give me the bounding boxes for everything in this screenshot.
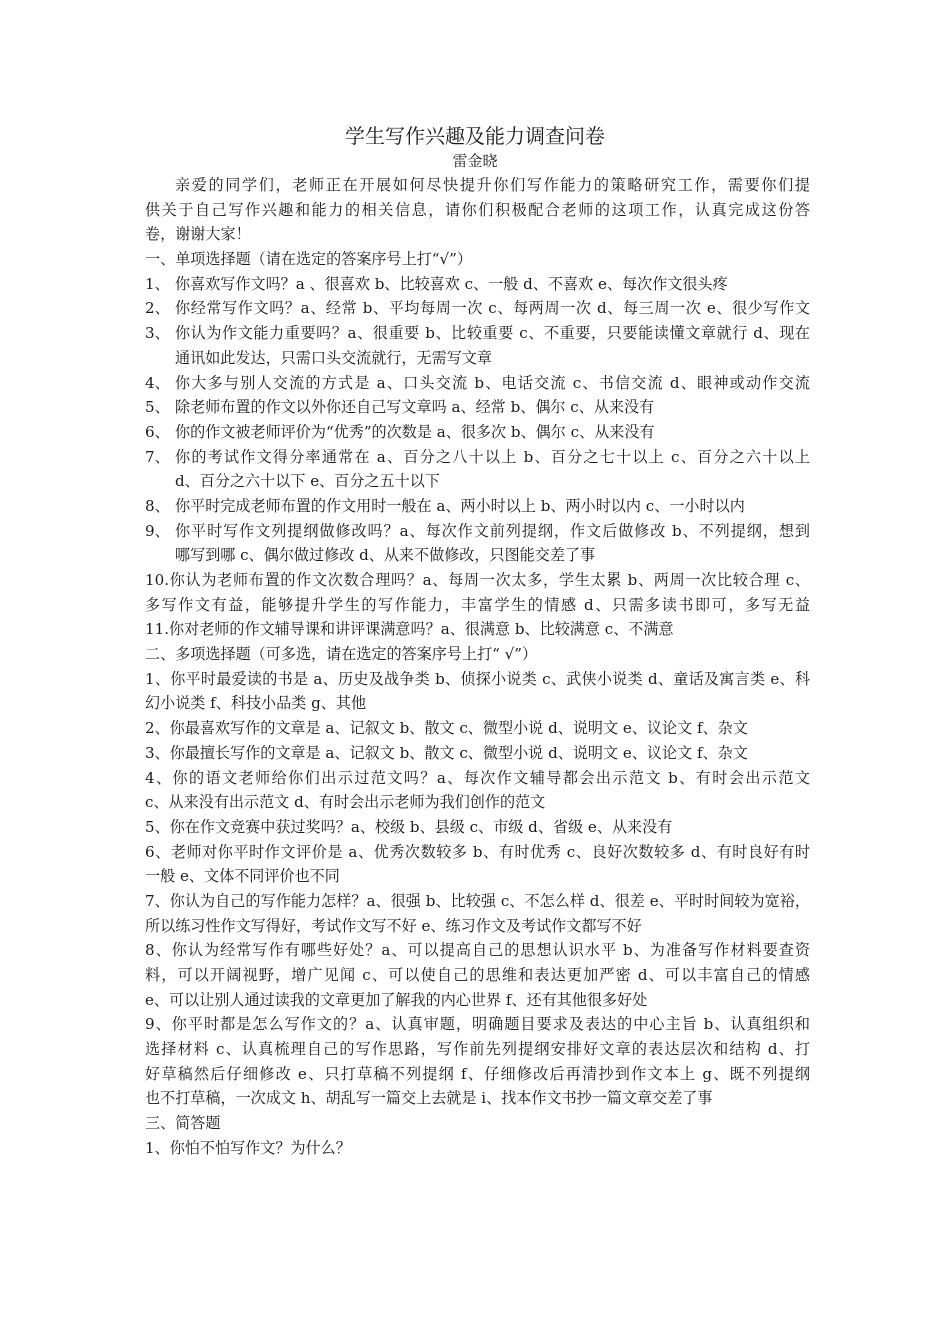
question-line: 10.你认为老师布置的作文次数合理吗？a、每周一次太多，学生太累 b、两周一次比较合理 c、: [145, 571, 810, 589]
question-text: 你喜欢写作文吗？a 、很喜欢 b、比较喜欢 c、一般 d、不喜欢 e、每次作文很头疼: [175, 274, 728, 293]
intro-line: 卷，谢谢大家！: [145, 225, 251, 244]
intro-line: 亲爱的同学们，老师正在开展如何尽快提升你们写作能力的策略研究工作，需要你们提: [175, 176, 810, 194]
question-text: 你认为作文能力重要吗？a、很重要 b、比较重要 c、不重要，只要能读懂文章就行 d、现在: [175, 324, 810, 343]
question-text: 你大多与别人交流的方式是 a、口头交流 b、电话交流 c、书信交流 d、眼神或动作交流: [175, 373, 810, 392]
question-text: 你的作文被老师评价为“优秀”的次数是 a、很多次 b、偶尔 c、从来没有: [175, 422, 655, 441]
question-number: 6、: [145, 422, 170, 441]
question-line: 5、你在作文竞赛中获过奖吗？a、校级 b、县级 c、市级 d、省级 e、从来没有: [145, 817, 673, 836]
document-title: 学生写作兴趣及能力调查问卷: [345, 124, 605, 148]
question-line: 8、你认为经常写作有哪些好处？a、可以提高自己的思想认识水平 b、为准备写作材料要查资: [145, 941, 810, 960]
question-item: [145, 494, 810, 519]
question-item: [145, 445, 810, 470]
author-name: 雷金晓: [452, 152, 498, 170]
question-line: 4、你的语文老师给你们出示过范文吗？a、每次作文辅导都会出示范文 b、有时会出示范文: [145, 768, 810, 787]
question-line: c、从来没有出示范文 d、有时会出示老师为我们创作的范文: [145, 793, 546, 812]
question-text: 你平时完成老师布置的作文用时一般在 a、两小时以上 b、两小时以内 c、一小时以内: [175, 496, 745, 515]
question-line: 6、老师对你平时作文评价是 a、优秀次数较多 b、有时优秀 c、良好次数较多 d、有时良好有时: [145, 842, 810, 861]
question-line: 11.你对老师的作文辅导课和讲评课满意吗？a、很满意 b、比较满意 c、不满意: [145, 620, 674, 639]
question-number: 2、: [145, 299, 170, 318]
question-line: 1、你怕不怕写作文？为什么？: [145, 1138, 351, 1157]
question-line: 2、你最喜欢写作的文章是 a、记叙文 b、散文 c、微型小说 d、说明文 e、议论文 f、杂文: [145, 719, 748, 738]
question-number: 8、: [145, 496, 170, 515]
question-text: 你平时写作文列提纲做修改吗？a、每次作文前列提纲，作文后做修改 b、不列提纲，想到: [175, 521, 810, 540]
question-item: [145, 272, 810, 297]
question-text: 你经常写作文吗？a、经常 b、平均每周一次 c、每两周一次 d、每三周一次 e、很少写作文: [175, 299, 810, 318]
question-number: 3、: [145, 324, 170, 343]
question-line: 所以练习性作文写得好，考试作文写不好 e、练习作文及考试作文都写不好: [145, 916, 642, 935]
question-line: 7、你认为自己的写作能力怎样？a、很强 b、比较强 c、不怎么样 d、很差 e、平时时间较为宽裕，: [145, 891, 810, 910]
section-heading-single-choice: 一、单项选择题（请在选定的答案序号上打“√”）: [145, 250, 472, 269]
question-continuation: 哪写到哪 c、偶尔做过修改 d、从来不做修改，只图能交差了事: [175, 546, 596, 565]
question-line: 幻小说类 f、科技小品类 g、其他: [145, 694, 367, 713]
question-item: [145, 371, 810, 396]
intro-line: 供关于自己写作兴趣和能力的相关信息，请你们积极配合老师的这项工作，认真完成这份答: [145, 200, 810, 219]
question-number: 1、: [145, 274, 170, 293]
question-item: [145, 420, 810, 445]
question-number: 4、: [145, 373, 170, 392]
question-line: 一般 e、文体不同评价也不同: [145, 867, 340, 886]
question-item: [145, 395, 810, 420]
question-line: 9、你平时都是怎么写作文的？a、认真审题，明确题目要求及表达的中心主旨 b、认真组织和: [145, 1015, 810, 1034]
question-item: [145, 321, 810, 346]
question-number: 7、: [145, 447, 170, 466]
question-line: 料，可以开阔视野，增广见闻 c、可以使自己的思维和表达更加严密 d、可以丰富自己的情感: [145, 966, 810, 984]
document-body: [145, 173, 810, 1161]
question-text: 你的考试作文得分率通常在 a、百分之八十以上 b、百分之七十以上 c、百分之六十以上: [175, 447, 810, 466]
question-number: 9、: [145, 521, 170, 540]
question-line: 多写作文有益，能够提升学生的写作能力，丰富学生的情感 d、只需多读书即可，多写无益: [145, 595, 810, 614]
question-line: e、可以让别人通过读我的文章更加了解我的内心世界 f、还有其他很多好处: [145, 990, 648, 1009]
question-line: 1、你平时最爱读的书是 a、历史及战争类 b、侦探小说类 c、武侠小说类 d、童话及寓言类 e、科: [145, 669, 810, 688]
section-heading-short-answer: 三、简答题: [145, 1114, 221, 1133]
question-text: 除老师布置的作文以外你还自己写文章吗 a、经常 b、偶尔 c、从来没有: [175, 398, 655, 417]
question-line: 选择材料 c、认真梳理自己的写作思路，写作前先列提纲安排好文章的表达层次和结构 d、打: [145, 1040, 810, 1059]
question-continuation: d、百分之六十以下 e、百分之五十以下: [175, 472, 440, 491]
question-line: 也不打草稿，一次成文 h、胡乱写一篇交上去就是 i、找本作文书抄一篇文章交差了事: [145, 1089, 713, 1108]
question-line: 好草稿然后仔细修改 e、只打草稿不列提纲 f、仔细修改后再清抄到作文本上 g、既不列提纲: [145, 1064, 810, 1083]
question-line: 3、你最擅长写作的文章是 a、记叙文 b、散文 c、微型小说 d、说明文 e、议论文 f、杂文: [145, 743, 748, 762]
question-item: [145, 296, 810, 321]
section-heading-multiple-choice: 二、多项选择题（可多选，请在选定的答案序号上打“ √”）: [145, 645, 538, 664]
question-continuation: 通讯如此发达，只需口头交流就行，无需写文章: [175, 348, 492, 367]
question-item: [145, 519, 810, 544]
question-number: 5、: [145, 398, 170, 417]
